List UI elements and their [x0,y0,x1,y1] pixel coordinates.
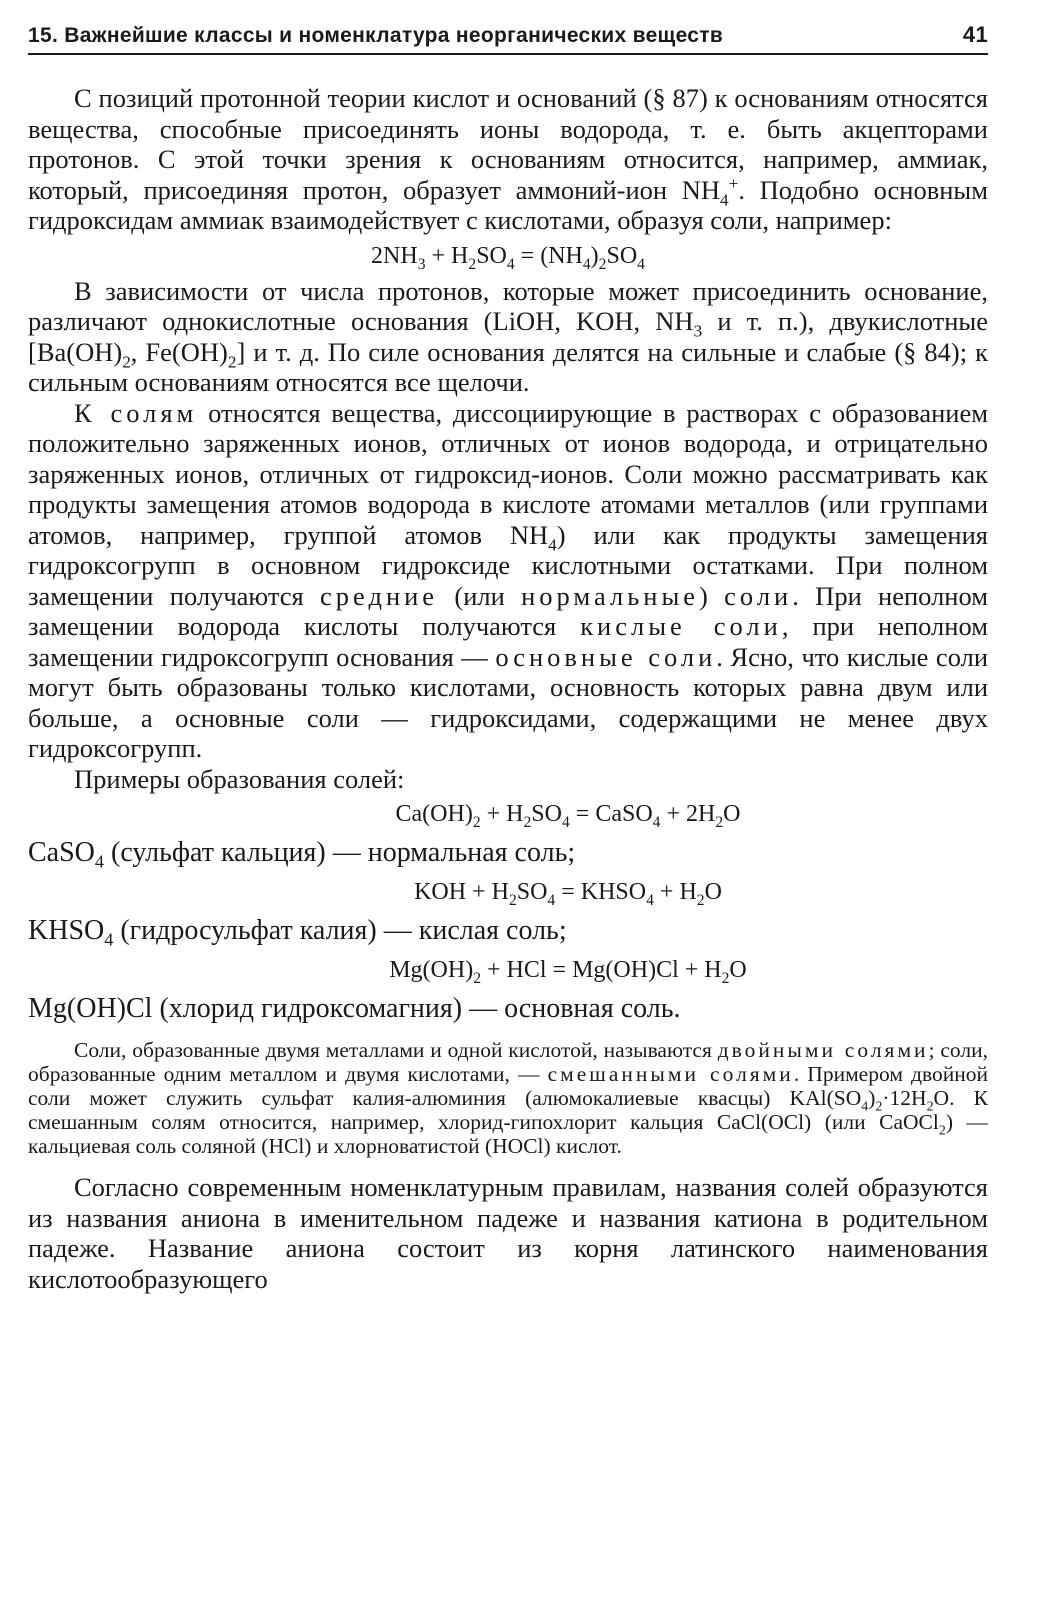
term-middle: средние [320,580,439,611]
subscript: 2 [473,969,482,987]
text: . Ясно, что кислые соли могут быть образованы только кислотами, основность которых равна двум или больше, а основные соли — гидроксидами, содержащими не менее двух гидроксогрупп. [28,641,988,763]
paragraph-salts [28,398,988,764]
subscript: 2 [472,813,481,831]
text: и т. п.), двукислотные [Ba(OH) [28,306,988,367]
term-basic-salts: основные соли [495,641,717,672]
eq-part: KOH + H [414,879,509,905]
text: ) [699,580,725,611]
term-salts: соли [724,580,793,611]
subscript: 4 [548,534,557,554]
page-number: 41 [962,22,988,47]
equation-potassium-hydrosulfate [28,874,988,910]
text: (или [438,580,522,611]
text: O. К смешанным солям относится, например, хлорид-гипохлорит кальция CaCl(OCl) (или CaOCl [28,1086,988,1134]
eq-part: SO [516,879,548,905]
subscript: 4 [94,851,104,872]
subscript: 2 [875,1099,883,1115]
eq-part: SO [606,242,638,269]
text: KHSO [28,915,105,946]
text: В зависимости от числа протонов, которые может присоединить основание, различают однокислотные основания (LiOH, KOH, NH [28,275,988,336]
eq-part: 2NH [371,242,418,269]
line-normal-salt [28,834,988,872]
subscript: 2 [508,891,517,909]
subscript: 2 [938,1123,946,1139]
chapter-title: 15. Важнейшие классы и номенклатура неорганических веществ [28,24,724,47]
subscript: 4 [646,891,654,909]
term-salts: К солям [74,397,198,428]
note-paragraph [28,1038,988,1158]
eq-part: = KHSO [555,879,647,905]
text: Соли, образованные двумя металлами и одной кислотой, называются [74,1038,718,1062]
paragraph-protonic-bases [28,83,988,236]
text: ) или как продукты замещения гидроксогрупп в основном гидроксиде кислотными остатками. При полном замещении получаются [28,519,988,611]
subscript: 3 [693,321,703,341]
superscript: + [728,173,739,193]
eq-part: + HCl = Mg(OH)Cl + H [481,957,722,983]
eq-part: O [723,801,741,827]
text: (сульфат кальция) — нормальная соль; [104,837,576,868]
text: , Fe(OH) [130,336,228,367]
subscript: 4 [561,813,570,831]
subscript: 2 [523,813,532,831]
text: CaSO [28,837,95,868]
paragraph-nomenclature: Согласно современным номенклатурным правилам, названия солей образуются из названия аниона в именительном падеже и названия катиона в родительном падеже. Название аниона состоит из корня латинского наименования кислотообразующего [28,1172,988,1294]
examples-intro: Примеры образования солей: [74,763,405,794]
text: . Подобно основным гидроксидам аммиак взаимодействует с кислотами, образуя соли, например: [28,174,988,235]
text: С позиций протонной теории кислот и оснований (§ 87) к основаниям относятся вещества, способные присоединять ионы водорода, т. е. быть акцепторами протонов. С этой точки зрения к основаниям относится, например, аммиак, который, присоединяя протон, образует аммоний-ион NH [28,83,988,205]
text: ) — кальциевая соль соляной (HCl) и хлорноватистой (HOCl) кислот. [28,1110,988,1158]
eq-part: ) [590,242,599,269]
eq-part: = (NH [514,242,583,269]
text: . Примером двойной соли может служить сульфат калия-алюминия (алюмокалиевые квасцы) KAl(SO [28,1062,988,1110]
subscript: 4 [547,891,556,909]
eq-part: SO [476,242,507,269]
subscript: 2 [715,813,724,831]
subscript: 2 [122,351,131,371]
line-acid-salt [28,912,988,950]
text: (гидросульфат калия) — кислая соль; [113,915,567,946]
subscript: 4 [861,1099,869,1115]
eq-part: + 2H [660,801,716,827]
running-header [28,22,988,55]
paragraph-acidity-of-bases [28,276,988,398]
term-double-salts: двойными солями [717,1038,929,1062]
subscript: 2 [721,969,730,987]
text: . При неполном замещении водорода кислоты получаются [28,580,988,641]
note-double-mixed-salts [28,1038,988,1158]
text: ] и т. д. По силе основания делятся на сильные и слабые (§ 84); к сильным основаниям относятся все щелочи. [28,336,988,397]
text: относятся вещества, диссоциирующие в растворах с образованием положительно заряженных ионов, отличных от ионов водорода, и отрицательно заряженных ионов, отличных от гидроксид-ионов. Соли можно рассматривать как продукты замещения атомов водорода в кислоте атомами металлов (или группами атомов, например, группой атомов NH [28,397,988,550]
text: ) [868,1086,876,1110]
text: ·12H [882,1086,927,1110]
subscript: 4 [652,813,661,831]
eq-part: = CaSO [569,801,653,827]
text: ; соли, образованные одним металлом и двумя кислотами, — [28,1038,989,1086]
line-basic-salt [28,990,988,1028]
text: , при неполном замещении гидроксогрупп основания — [28,611,988,672]
term-mixed-salts: смешанными солями [547,1062,794,1086]
subscript: 2 [227,351,237,371]
equation-ammonium-sulfate [28,238,988,274]
subscript: 4 [637,255,645,273]
subscript: 4 [720,189,729,209]
text: Mg(OH)Cl (хлорид гидроксомагния) — основная соль. [28,993,681,1024]
equation-magnesium-hydroxochloride [28,952,988,988]
subscript: 2 [696,891,705,909]
subscript: 4 [506,255,515,273]
term-normal: нормальные [521,580,700,611]
eq-part: Ca(OH) [395,801,473,827]
subscript: 4 [104,929,114,950]
subscript: 2 [468,255,477,273]
eq-part: + H [480,801,524,827]
page-body [28,83,988,1294]
equation-calcium-sulfate [28,796,988,832]
page [28,22,988,1592]
eq-part: Mg(OH) [389,957,474,983]
eq-part: + H [653,879,697,905]
eq-part: + H [425,242,469,269]
subscript: 2 [598,255,607,273]
eq-part: O [729,957,747,983]
subscript: 2 [926,1099,934,1115]
eq-part: O [704,879,722,905]
term-acid-salts: кислые соли [580,611,782,641]
subscript: 4 [582,255,591,273]
subscript: 3 [417,255,426,273]
eq-part: SO [531,801,562,827]
